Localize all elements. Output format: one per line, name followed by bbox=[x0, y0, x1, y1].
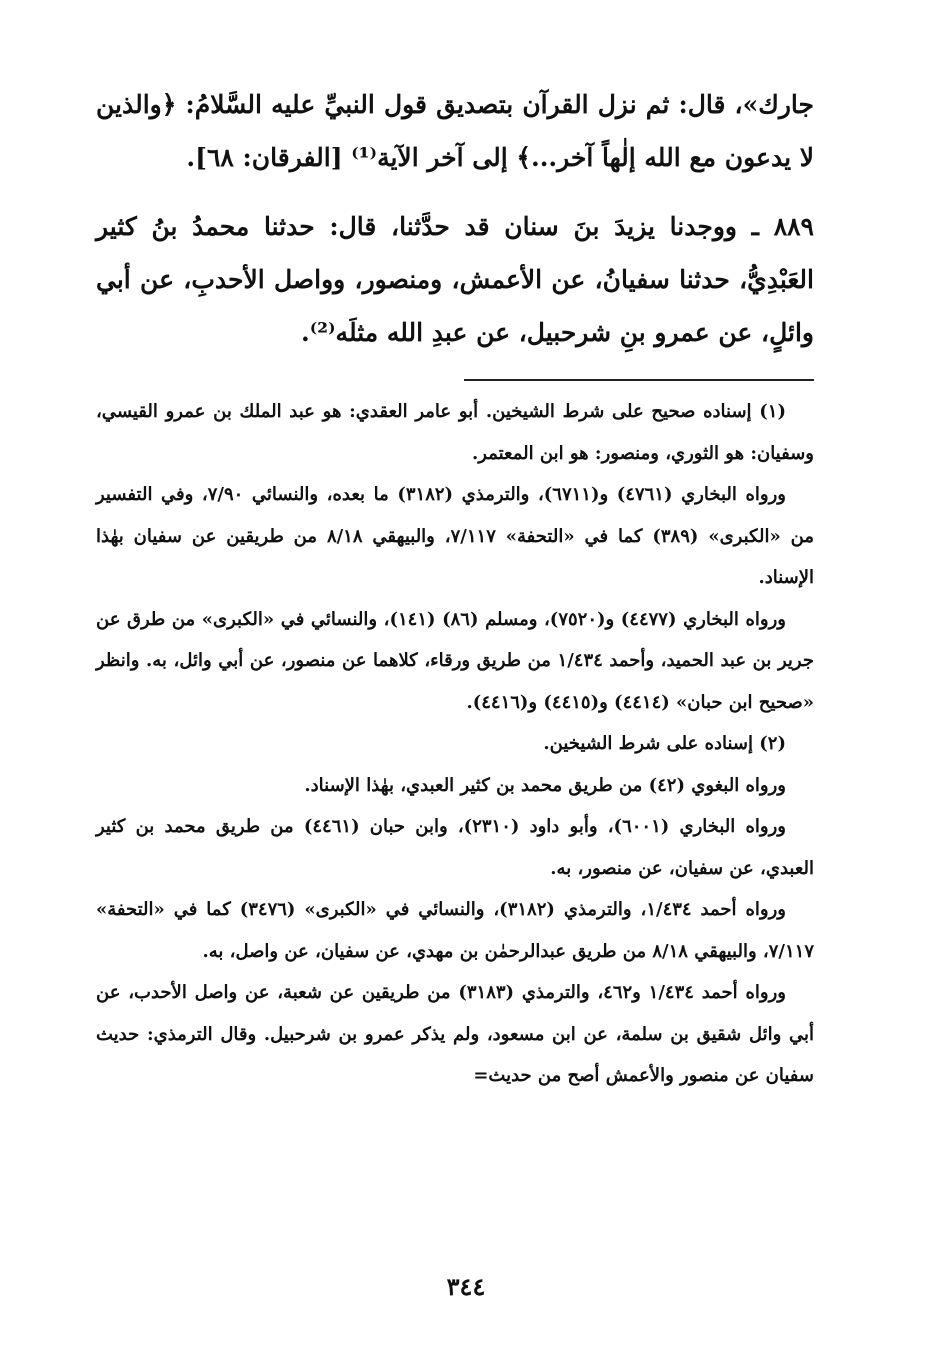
footnote-1-bukhari-2: ورواه البخاري (٤٤٧٧) و(٧٥٢٠)، ومسلم (٨٦) (١٤١)، والنسائي في «الكبرى» من طرق عن جرير بن عبد الحميد، وأحمد ١/٤٣٤ من طريق ورقاء، كلاهما عن منصور، عن أبي وائل، به. وانظر «صحيح ابن حبان» (٤٤١٤) و(٤٤١٥) و(٤٤١٦). bbox=[96, 608, 814, 713]
footnote-2-bukhari: ورواه البخاري (٦٠٠١)، وأبو داود (٢٣١٠)، وابن حبان (٤٤٦١) من طريق محمد بن كثير العبدي، عن سفيان، عن منصور، به. bbox=[96, 816, 814, 879]
footnotes bbox=[96, 391, 814, 1097]
footnote-divider bbox=[464, 379, 814, 381]
footnote-2-ahmad-2: ورواه أحمد ١/٤٣٤ و٤٦٢، والترمذي (٣١٨٣) من طريقين عن شعبة، عن واصل الأحدب، عن أبي وائل شقيق بن سلمة، عن ابن مسعود، ولم يذكر عمرو بن شرحبيل. وقال الترمذي: حديث سفيان عن منصور والأعمش أصح من حديث= bbox=[96, 982, 814, 1086]
main-text bbox=[96, 78, 814, 359]
page-content bbox=[96, 78, 814, 1097]
footnote-2-baghawi: ورواه البغوي (٤٢) من طريق محمد بن كثير العبدي، بهٰذا الإسناد. bbox=[304, 774, 786, 796]
main-paragraph-2-hadith-889: ٨٨٩ ـ ووجدنا يزيدَ بنَ سنان قد حدَّثنا، قال: حدثنا محمدُ بنُ كثير العَبْدِيُّ، حدثنا سفيانُ، عن الأعمش، ومنصور، وواصل الأحدبِ، عن أبي وائلٍ، عن عمرو بنِ شرحبيل، عن عبدِ الله مثلَه⁽²⁾. bbox=[96, 212, 814, 347]
footnote-1: (١) إسناده صحيح على شرط الشيخين. أبو عامر العقدي: هو عبد الملك بن عمرو القيسي، وسفيان: هو الثوري، ومنصور: هو ابن المعتمر. bbox=[96, 401, 814, 464]
footnote-2: (٢) إسناده على شرط الشيخين. bbox=[543, 733, 786, 754]
footnote-2-ahmad: ورواه أحمد ١/٤٣٤، والترمذي (٣١٨٢)، والنسائي في «الكبرى» (٣٤٧٦) كما في «التحفة» ٧/١١٧، والبيهقي ٨/١٨ من طريق عبدالرحمٰن بن مهدي، عن سفيان، عن واصل، به. bbox=[96, 899, 814, 962]
page-number: ٣٤٤ bbox=[446, 1272, 486, 1301]
footnote-1-bukhari: ورواه البخاري (٤٧٦١) و(٦٧١١)، والترمذي (٣١٨٢) ما بعده، والنسائي ٧/٩٠، وفي التفسير من «الكبرى» (٣٨٩) كما في «التحفة» ٧/١١٧، والبيهقي ٨/١٨ من طريقين عن سفيان بهٰذا الإسناد. bbox=[96, 484, 814, 588]
main-paragraph-1: جارك»، قال: ثم نزل القرآن بتصديق قول النبيِّ عليه السَّلامُ: ﴿والذين لا يدعون مع الله إلٰهاً آخر...﴾ إلى آخر الآية⁽¹⁾ [الفرقان: ٦٨]. bbox=[96, 90, 814, 172]
